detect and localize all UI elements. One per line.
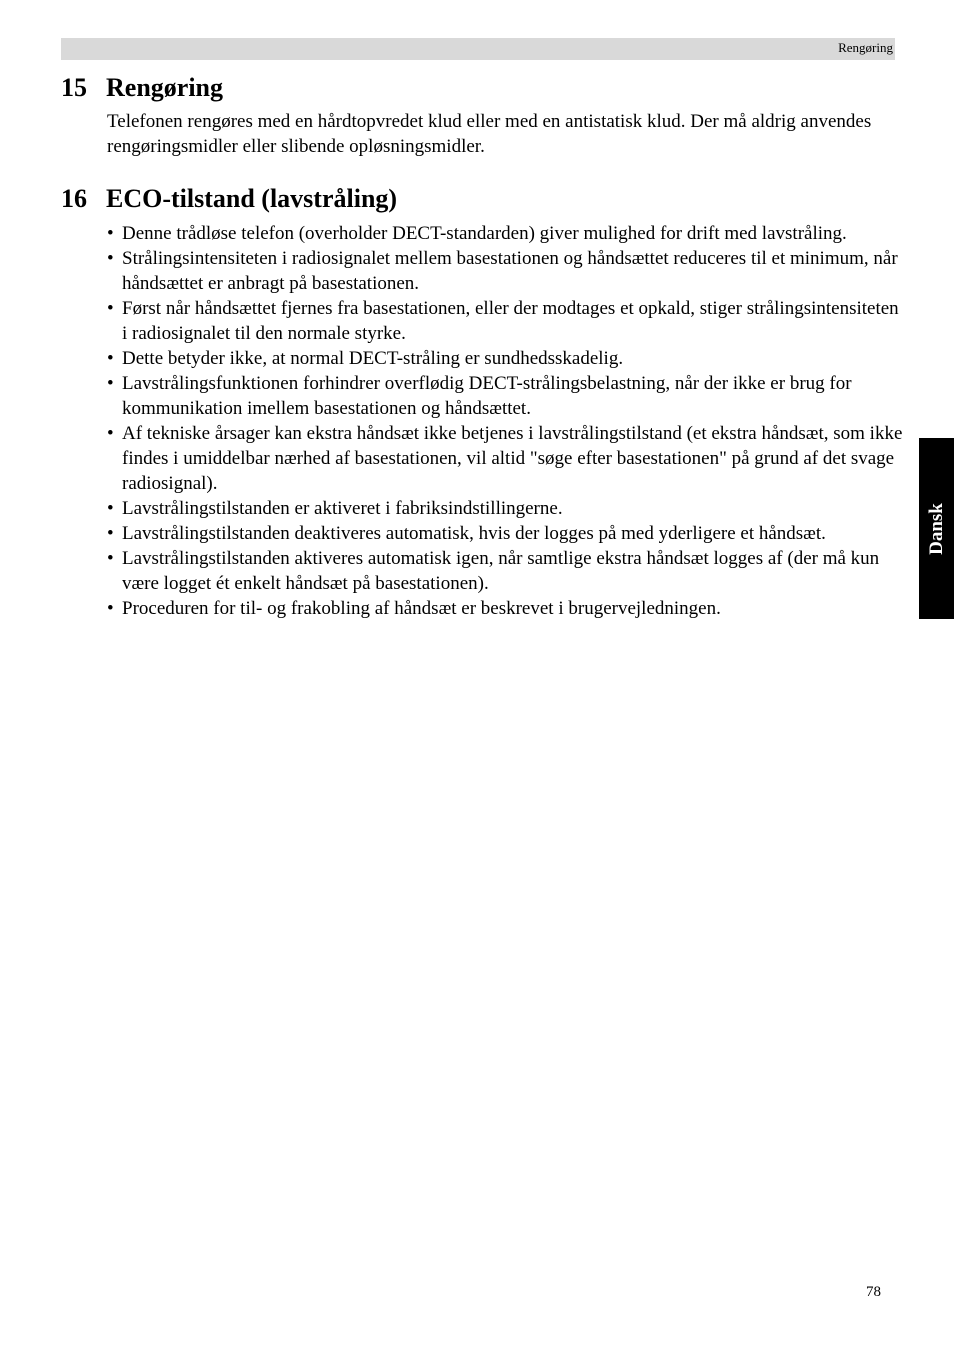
running-header-title: Rengøring [838, 40, 893, 55]
bullet-marker: • [107, 523, 114, 544]
section-16-number: 16 [61, 184, 87, 213]
page-number: 78 [866, 1284, 881, 1300]
list-item-text: Dette betyder ikke, at normal DECT-stråling er sundhedsskadelig. [122, 348, 624, 369]
bullet-marker: • [107, 423, 114, 444]
bullet-marker: • [107, 298, 114, 319]
language-side-tab [919, 438, 954, 619]
list-item [107, 296, 907, 346]
list-item [107, 346, 907, 371]
language-side-tab-label: Dansk [925, 502, 947, 555]
list-item [107, 596, 907, 621]
list-item [107, 421, 907, 496]
list-item-text: Lavstrålingstilstanden er aktiveret i fabriksindstillingerne. [122, 498, 563, 519]
section-15-paragraph: Telefonen rengøres med en hårdtopvredet klud eller med en antistatisk klud. Der må aldrig anvendes rengøringsmidler eller slibende opløsningsmidler. [107, 111, 872, 157]
list-item-text: Lavstrålingstilstanden aktiveres automatisk igen, når samtlige ekstra håndsæt logges af (der må kun være logget ét enkelt håndsæt på basestationen). [122, 548, 880, 594]
list-item [107, 521, 907, 546]
list-item [107, 221, 907, 246]
bullet-marker: • [107, 248, 114, 269]
list-item-text: Lavstrålingsfunktionen forhindrer overflødig DECT-strålingsbelastning, når der ikke er brug for kommunikation imellem basestationen og håndsættet. [122, 373, 852, 419]
list-item [107, 371, 907, 421]
section-16-title: ECO-tilstand (lavstråling) [106, 184, 398, 213]
section-15-title: Rengøring [106, 73, 223, 102]
list-item [107, 496, 907, 521]
list-item-text: Strålingsintensiteten i radiosignalet mellem basestationen og håndsættet reduceres til et minimum, når håndsættet er anbragt på basestationen. [122, 248, 898, 294]
bullet-marker: • [107, 348, 114, 369]
list-item [107, 246, 907, 296]
list-item-text: Denne trådløse telefon (overholder DECT-standarden) giver mulighed for drift med lavstråling. [122, 223, 847, 244]
section-16-bullet-list [107, 221, 907, 621]
list-item-text: Lavstrålingstilstanden deaktiveres automatisk, hvis der logges på med yderligere et håndsæt. [122, 523, 826, 544]
list-item-text: Af tekniske årsager kan ekstra håndsæt ikke betjenes i lavstrålingstilstand (et ekstra håndsæt, som ikke findes i umiddelbar nærhed af basestationen, vil altid "søge efter basestationen" på grund af det svage radiosignal). [122, 423, 903, 494]
section-15-heading [61, 72, 223, 104]
bullet-marker: • [107, 548, 114, 569]
section-15-number: 15 [61, 73, 87, 102]
bullet-marker: • [107, 373, 114, 394]
bullet-marker: • [107, 498, 114, 519]
running-header [61, 38, 895, 60]
bullet-marker: • [107, 223, 114, 244]
section-16-heading [61, 183, 397, 215]
list-item-text: Proceduren for til- og frakobling af håndsæt er beskrevet i brugervejledningen. [122, 598, 721, 619]
list-item [107, 546, 907, 596]
bullet-marker: • [107, 598, 114, 619]
list-item-text: Først når håndsættet fjernes fra basestationen, eller der modtages et opkald, stiger strålingsintensiteten i radiosignalet til den normale styrke. [122, 298, 899, 344]
